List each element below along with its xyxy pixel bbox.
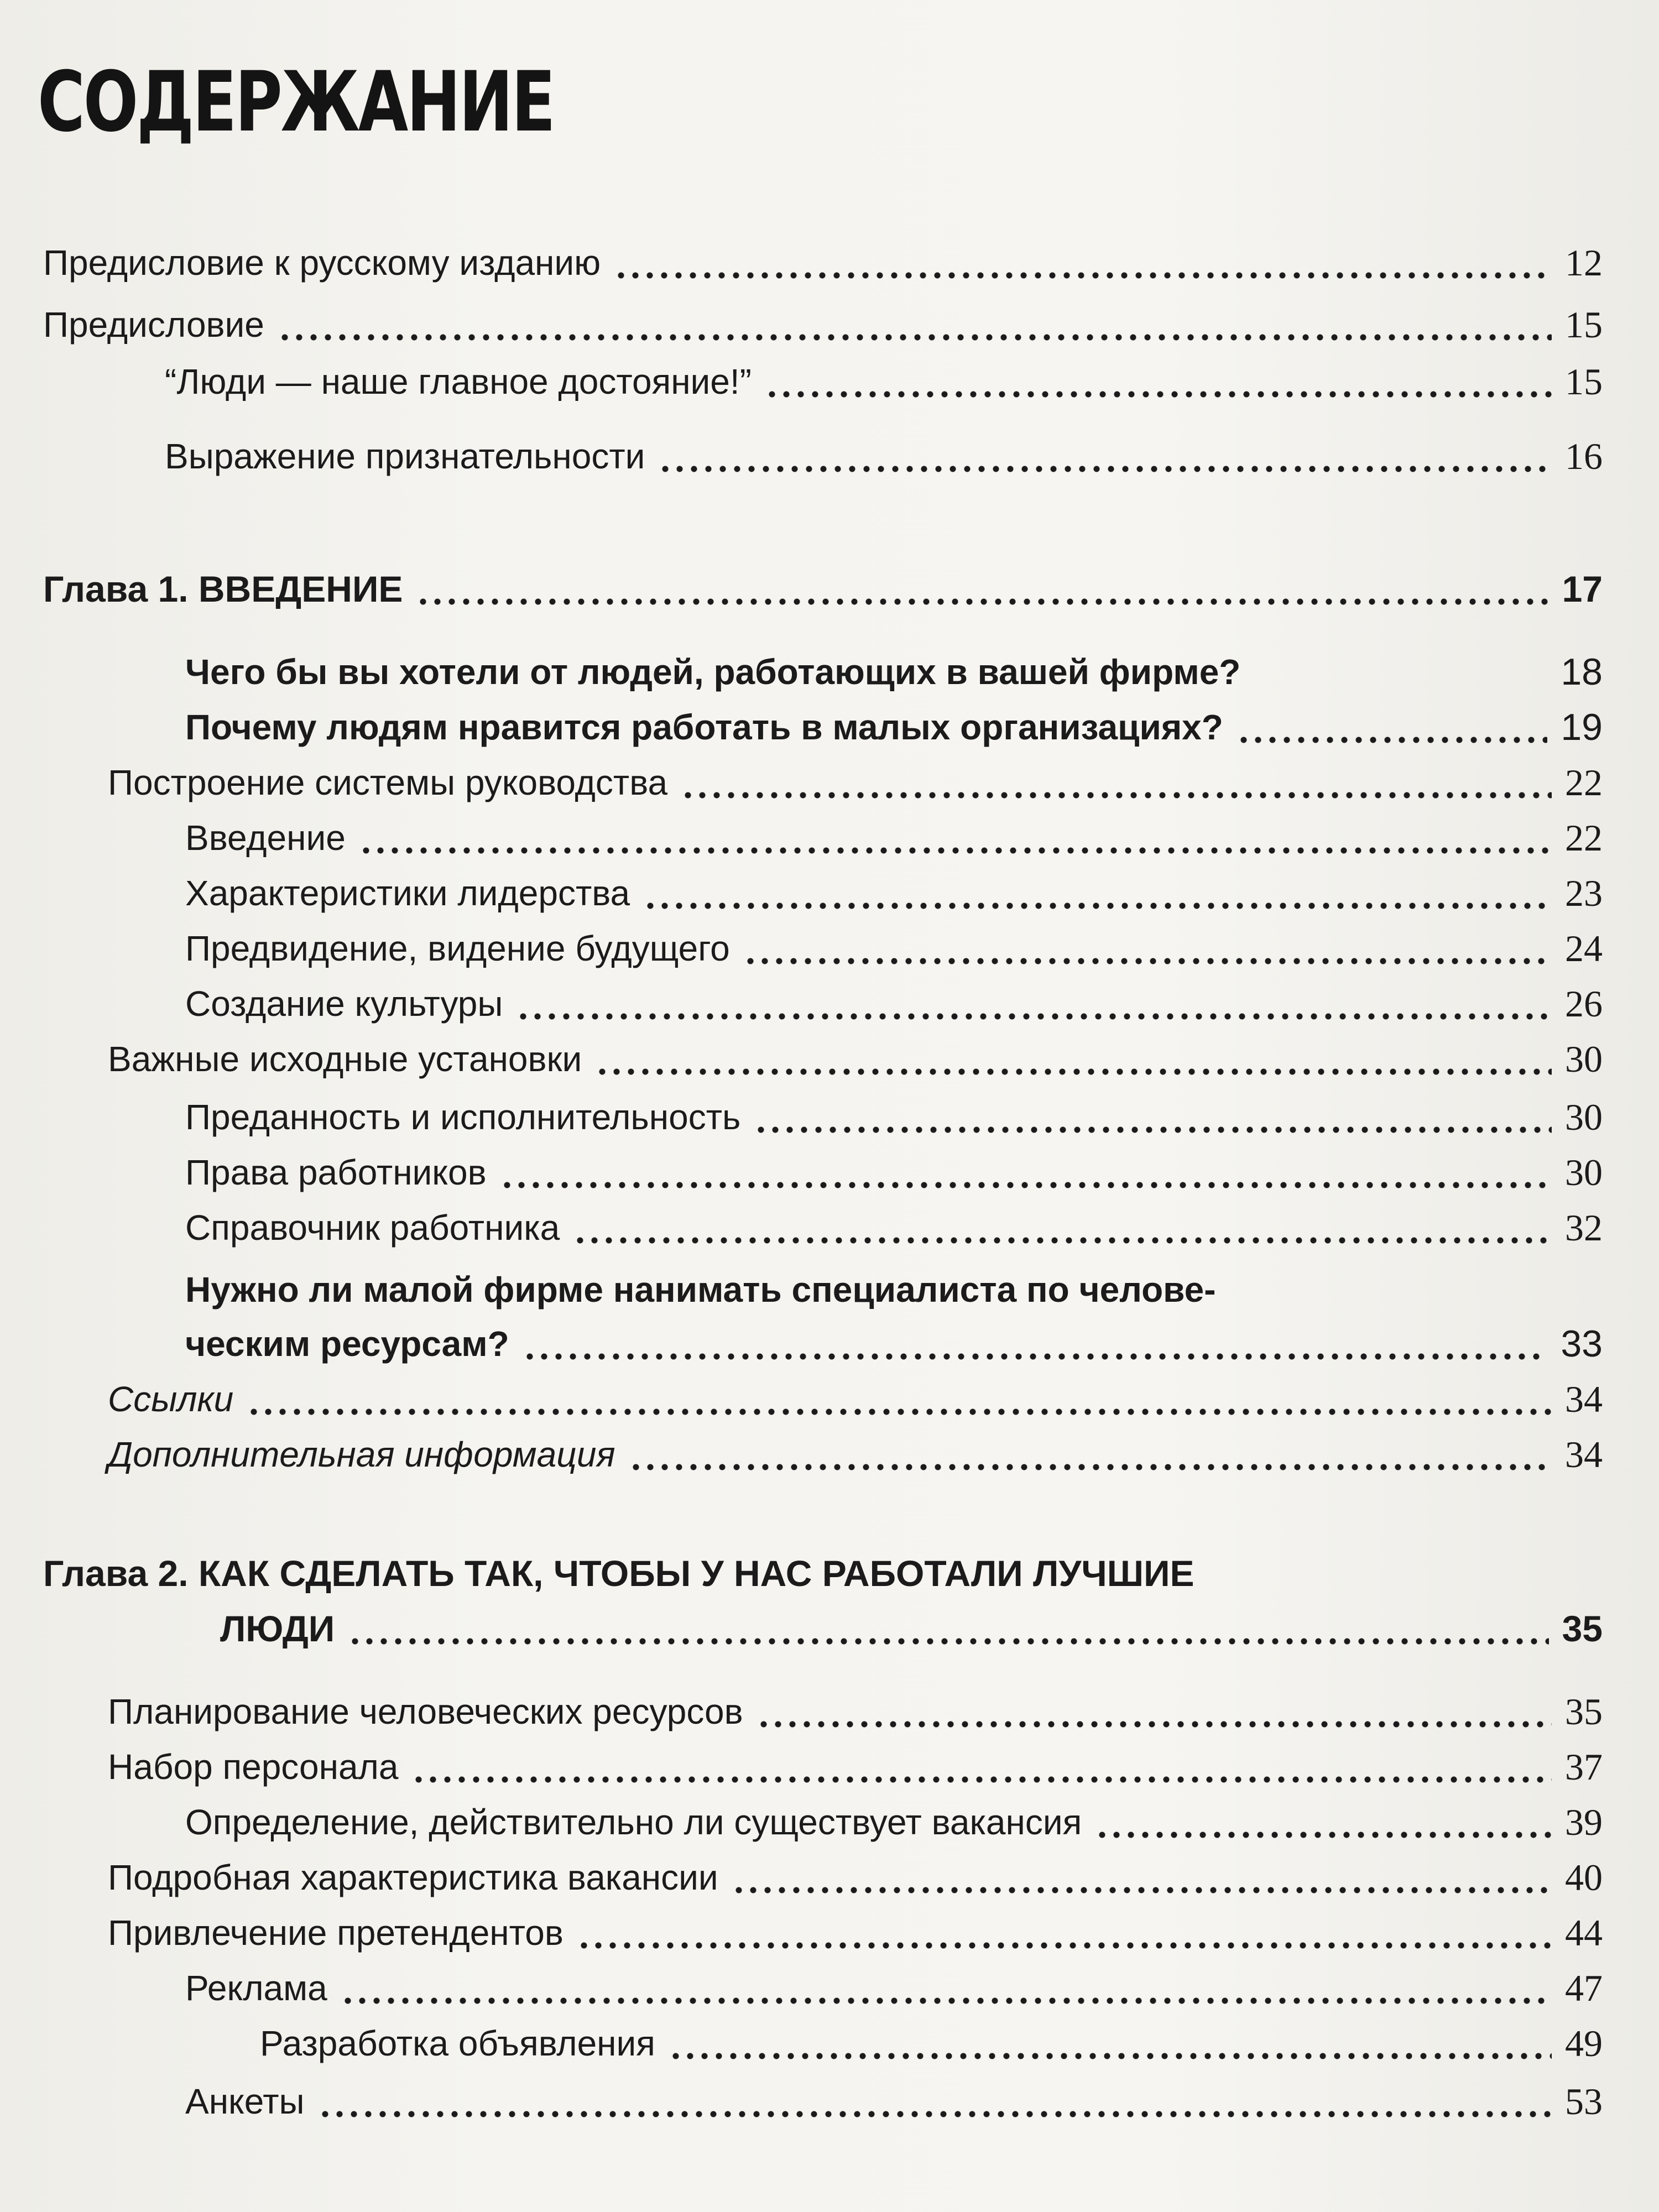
toc-entry-page: 37 bbox=[1565, 1746, 1603, 1788]
toc-entry bbox=[185, 868, 1603, 918]
leader-dots bbox=[278, 334, 1552, 341]
toc-entry-label: ческим ресурсам? bbox=[185, 1324, 509, 1364]
toc-entry-page: 19 bbox=[1561, 706, 1603, 748]
leader-dots bbox=[359, 847, 1552, 854]
leader-dots bbox=[669, 2053, 1552, 2059]
toc-entry-page: 49 bbox=[1565, 2022, 1603, 2064]
leader-dots bbox=[732, 1887, 1552, 1893]
toc-entry-label: Предвидение, видение будущего bbox=[185, 928, 730, 968]
toc-entry bbox=[108, 1742, 1603, 1792]
toc-entry-label: Важные исходные установки bbox=[108, 1039, 582, 1079]
leader-dots bbox=[523, 1353, 1547, 1360]
leader-dots bbox=[516, 1013, 1552, 1020]
toc-entry-label: Предисловие к русскому изданию bbox=[43, 243, 601, 283]
leader-dots bbox=[743, 958, 1552, 964]
toc-entry bbox=[185, 1963, 1603, 2013]
toc-entry-label: Ссылки bbox=[108, 1379, 234, 1419]
toc-chapter-first-line: Глава 2. КАК СДЕЛАТЬ ТАК, ЧТОБЫ У НАС РАБОТАЛИ ЛУЧШИЕ bbox=[43, 1553, 1194, 1594]
toc-entry-page: 23 bbox=[1565, 872, 1603, 914]
leader-dots bbox=[411, 1776, 1552, 1783]
toc-entry-label: Построение системы руководства bbox=[108, 763, 668, 802]
toc-entry-label: Преданность и исполнительность bbox=[185, 1097, 741, 1137]
toc-entry-label: Характеристики лидерства bbox=[185, 873, 630, 913]
toc-entry-page: 47 bbox=[1565, 1967, 1603, 2009]
leader-dots bbox=[595, 1068, 1552, 1075]
toc-entry-label: Реклама bbox=[185, 1968, 327, 2008]
toc-entry bbox=[108, 758, 1603, 807]
toc-entry bbox=[108, 1908, 1603, 1958]
toc-entry-label: Создание культуры bbox=[185, 984, 503, 1024]
toc-entry-label: Разработка объявления bbox=[260, 2023, 655, 2063]
toc-entry bbox=[185, 647, 1603, 697]
toc-entry-label: Дополнительная информация bbox=[108, 1434, 615, 1474]
toc-entry bbox=[185, 702, 1603, 752]
toc-entry-label: Введение bbox=[185, 818, 346, 858]
leader-dots bbox=[643, 902, 1552, 909]
toc-entry bbox=[185, 1092, 1603, 1142]
toc-entry bbox=[185, 813, 1603, 863]
leader-dots bbox=[577, 1942, 1552, 1949]
toc-entry-page: 26 bbox=[1565, 983, 1603, 1025]
toc-entry-label: Предисловие bbox=[43, 305, 264, 345]
toc-entry-page: 39 bbox=[1565, 1801, 1603, 1843]
toc-entry bbox=[108, 1687, 1603, 1736]
toc-entry-first-line: Нужно ли малой фирме нанимать специалиста по челове- bbox=[185, 1270, 1216, 1310]
toc-entry bbox=[108, 1430, 1603, 1479]
leader-dots bbox=[754, 1126, 1552, 1133]
toc-entry-label: Права работников bbox=[185, 1152, 487, 1192]
leader-dots bbox=[318, 2111, 1552, 2117]
toc-entry bbox=[260, 2018, 1603, 2068]
leader-dots bbox=[1095, 1832, 1552, 1838]
leader-dots bbox=[629, 1464, 1552, 1470]
toc-entry bbox=[185, 1319, 1603, 1369]
toc-entry bbox=[43, 238, 1603, 288]
toc-entry-page: 22 bbox=[1565, 817, 1603, 859]
toc-entry-label: Планирование человеческих ресурсов bbox=[108, 1692, 743, 1731]
toc-entry bbox=[185, 2077, 1603, 2126]
toc-entry-page: 15 bbox=[1565, 361, 1603, 403]
toc-entry bbox=[108, 1034, 1603, 1084]
toc-entry-page: 22 bbox=[1565, 761, 1603, 804]
leader-dots bbox=[614, 272, 1552, 279]
leader-dots bbox=[573, 1237, 1552, 1244]
toc-entry-page: 40 bbox=[1565, 1856, 1603, 1898]
toc-entry-page: 32 bbox=[1565, 1207, 1603, 1249]
toc-entry bbox=[165, 357, 1603, 406]
toc-entry bbox=[43, 300, 1603, 349]
leader-dots bbox=[1237, 737, 1547, 743]
toc-entry-page: 18 bbox=[1561, 651, 1603, 693]
toc-entry-page: 35 bbox=[1565, 1691, 1603, 1733]
leader-dots bbox=[416, 598, 1549, 605]
toc-entry bbox=[108, 1374, 1603, 1424]
toc-entry-page: 35 bbox=[1562, 1608, 1603, 1649]
toc-entry-label: Справочник работника bbox=[185, 1208, 560, 1248]
leader-dots bbox=[341, 1997, 1552, 2004]
page-title: СОДЕРЖАНИЕ bbox=[38, 54, 554, 150]
toc-entry-label: “Люди — наше главное достояние!” bbox=[165, 362, 752, 401]
toc-entry bbox=[185, 1147, 1603, 1197]
toc-entry-page: 17 bbox=[1562, 568, 1603, 609]
toc-entry-label: Анкеты bbox=[185, 2081, 305, 2121]
toc-chapter-entry bbox=[43, 1604, 1603, 1653]
toc-entry bbox=[185, 1203, 1603, 1253]
toc-entry-label: Определение, действительно ли существует вакансия bbox=[185, 1802, 1082, 1842]
leader-dots bbox=[757, 1721, 1552, 1728]
leader-dots bbox=[658, 466, 1552, 472]
leader-dots bbox=[247, 1408, 1552, 1415]
toc-entry-page: 15 bbox=[1565, 304, 1603, 346]
toc-entry-page: 30 bbox=[1565, 1151, 1603, 1193]
toc-entry-label: Глава 1. ВВЕДЕНИЕ bbox=[43, 568, 403, 609]
toc-entry bbox=[185, 979, 1603, 1029]
leader-dots bbox=[765, 391, 1552, 398]
toc-entry bbox=[165, 431, 1603, 481]
toc-entry-label: ЛЮДИ bbox=[220, 1608, 335, 1649]
toc-entry-label: Привлечение претендентов bbox=[108, 1913, 564, 1953]
toc-entry-page: 30 bbox=[1565, 1038, 1603, 1080]
toc-entry-label: Чего бы вы хотели от людей, работающих в вашей фирме? bbox=[185, 652, 1241, 692]
toc-entry-page: 34 bbox=[1565, 1378, 1603, 1420]
toc-entry-label: Набор персонала bbox=[108, 1747, 399, 1787]
toc-entry-page: 24 bbox=[1565, 927, 1603, 969]
toc-entry-page: 34 bbox=[1565, 1433, 1603, 1475]
toc-entry bbox=[108, 1853, 1603, 1902]
toc-entry-label: Выражение признательности bbox=[165, 436, 645, 476]
toc-entry-label: Подробная характеристика вакансии bbox=[108, 1858, 718, 1897]
toc-entry-label: Почему людям нравится работать в малых организациях? bbox=[185, 707, 1223, 747]
leader-dots bbox=[348, 1638, 1549, 1645]
leader-dots bbox=[500, 1182, 1552, 1188]
toc-entry bbox=[185, 924, 1603, 973]
toc-chapter-entry bbox=[43, 564, 1603, 614]
toc-entry-page: 30 bbox=[1565, 1096, 1603, 1138]
toc-entry-page: 33 bbox=[1561, 1323, 1603, 1365]
toc-entry-page: 12 bbox=[1565, 242, 1603, 284]
toc-entry bbox=[185, 1797, 1603, 1847]
toc-entry-page: 16 bbox=[1565, 435, 1603, 477]
leader-dots bbox=[681, 792, 1552, 799]
toc-entry-page: 53 bbox=[1565, 2080, 1603, 2122]
toc-entry-page: 44 bbox=[1565, 1912, 1603, 1954]
